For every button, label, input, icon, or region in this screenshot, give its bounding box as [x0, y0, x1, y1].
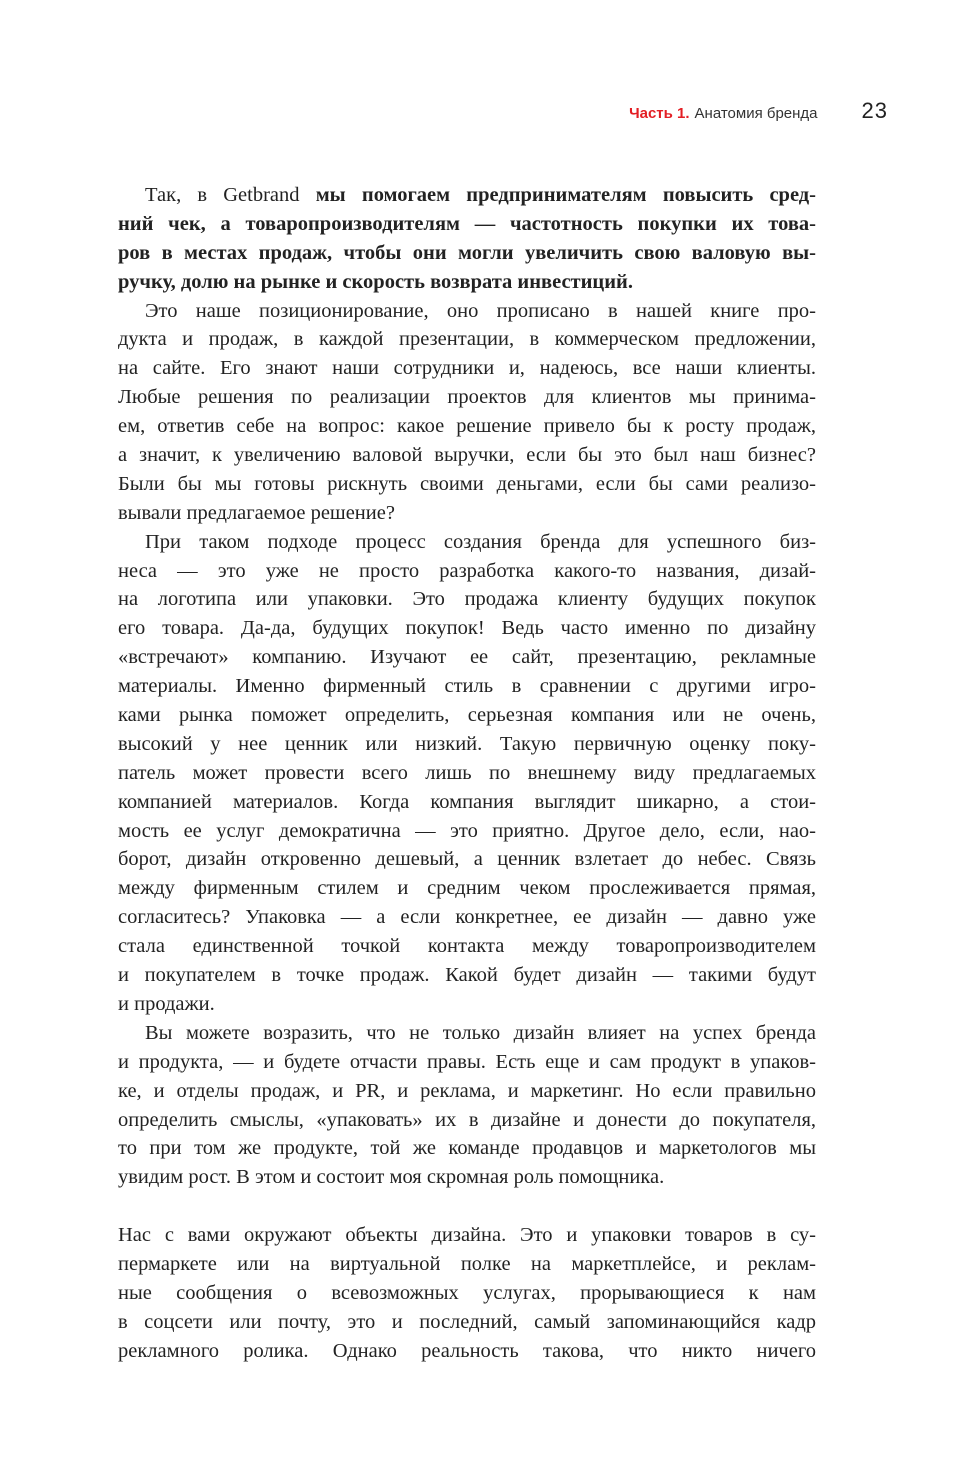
- body-text: [118, 181, 816, 1366]
- text-line: [118, 499, 816, 528]
- text-line: [118, 210, 816, 239]
- text-segment: увидим рост. В этом и состоит моя скромная роль помощника.: [118, 1166, 665, 1189]
- text-line: [118, 383, 816, 412]
- text-segment: ками рынка поможет определить, серьезная компания или не очень,: [118, 704, 816, 727]
- text-line: [118, 528, 816, 557]
- text-segment: ке, и отделы продаж, и PR, и реклама, и маркетинг. Но если правильно: [118, 1079, 816, 1102]
- text-line: [118, 1308, 816, 1337]
- text-line: [118, 1163, 816, 1192]
- text-segment: стала единственной точкой контакта между товаропроизводителем: [118, 935, 816, 958]
- text-line: [118, 1106, 816, 1135]
- text-segment: на логотипа или упаковки. Это продажа клиенту будущих покупок: [118, 588, 816, 611]
- text-segment: и продукта, — и будете отчасти правы. Есть еще и сам продукт в упаков-: [118, 1050, 816, 1073]
- text-line: [118, 1048, 816, 1077]
- text-line: [118, 614, 816, 643]
- text-segment: Вы можете возразить, что не только дизайн влияет на успех бренда: [145, 1021, 816, 1044]
- text-segment: его товара. Да-да, будущих покупок! Ведь часто именно по дизайну: [118, 617, 816, 640]
- text-segment: неса — это уже не просто разработка какого-то названия, дизай-: [118, 559, 816, 582]
- bold-text-segment: ручку, долю на рынке и скорость возврата инвестиций.: [118, 270, 633, 293]
- text-segment: мость ее услуг демократична — это приятно. Другое дело, если, нао-: [118, 819, 816, 842]
- text-segment: и покупателем в точке продаж. Какой будет дизайн — такими будут: [118, 964, 816, 987]
- text-segment: Это наше позиционирование, оно прописано в нашей книге про-: [145, 299, 816, 322]
- text-line: [118, 1221, 816, 1250]
- text-line: [118, 874, 816, 903]
- text-segment: материалы. Именно фирменный стиль в сравнении с другими игро-: [118, 675, 816, 698]
- text-line: [118, 1250, 816, 1279]
- text-line: [118, 354, 816, 383]
- text-segment: согласитесь? Упаковка — а если конкретнее, ее дизайн — давно уже: [118, 906, 816, 929]
- text-line: [118, 845, 816, 874]
- text-segment: «встречают» компанию. Изучают ее сайт, презентацию, рекламные: [118, 646, 816, 669]
- text-line: [118, 701, 816, 730]
- text-segment: в соцсети или почту, это и последний, самый запоминающийся кадр: [118, 1310, 816, 1333]
- text-line: [118, 672, 816, 701]
- text-line: [118, 412, 816, 441]
- part-title: Анатомия бренда: [694, 105, 818, 122]
- text-line: [118, 1134, 816, 1163]
- text-line: [118, 557, 816, 586]
- text-line: [118, 788, 816, 817]
- text-line: [118, 1077, 816, 1106]
- text-segment: то при том же продукте, той же команде продавцов и маркетологов мы: [118, 1137, 816, 1160]
- text-line: [118, 325, 816, 354]
- text-segment: на сайте. Его знают наши сотрудники и, надеюсь, все наши клиенты.: [118, 357, 816, 380]
- text-segment: Нас с вами окружают объекты дизайна. Это и упаковки товаров в су-: [118, 1224, 816, 1247]
- text-line: [118, 441, 816, 470]
- text-segment: высокий у нее ценник или низкий. Такую первичную оценку поку-: [118, 732, 816, 755]
- text-segment: компанией материалов. Когда компания выглядит шикарно, а стои-: [118, 790, 816, 813]
- text-segment: патель может провести всего лишь по внешнему виду предлагаемых: [118, 761, 816, 784]
- text-segment: между фирменным стилем и средним чеком прослеживается прямая,: [118, 877, 816, 900]
- text-line: [118, 759, 816, 788]
- text-segment: определить смыслы, «упаковать» их в дизайне и донести до покупателя,: [118, 1108, 816, 1131]
- text-segment: пермаркете или на виртуальной полке на маркетплейсе, и реклам-: [118, 1253, 816, 1276]
- text-segment: Так, в Getbrand: [145, 184, 316, 206]
- page-number: 23: [861, 98, 888, 123]
- text-line: [118, 817, 816, 846]
- text-segment: рекламного ролика. Однако реальность такова, что никто ничего: [118, 1339, 816, 1362]
- text-segment: дукта и продаж, в каждой презентации, в коммерческом предложении,: [118, 328, 816, 351]
- text-segment: вывали предлагаемое решение?: [118, 501, 395, 524]
- text-line: [118, 239, 816, 268]
- text-line: [118, 297, 816, 326]
- text-segment: ные сообщения о всевозможных услугах, прорывающиеся к нам: [118, 1281, 816, 1304]
- text-line: [118, 990, 816, 1019]
- text-line: [118, 643, 816, 672]
- text-line: [118, 585, 816, 614]
- text-segment: При таком подходе процесс создания бренда для успешного биз-: [145, 530, 816, 553]
- text-segment: а значит, к увеличению валовой выручки, если бы это был наш бизнес?: [118, 444, 816, 467]
- text-line: [118, 903, 816, 932]
- text-line: [118, 961, 816, 990]
- text-segment: Любые решения по реализации проектов для клиентов мы принима-: [118, 386, 816, 409]
- bold-text-segment: ний чек, а товаропроизводителям — частотность покупки их това-: [118, 212, 816, 235]
- text-line: [118, 470, 816, 499]
- running-header: [629, 98, 888, 124]
- bold-text-segment: ров в местах продаж, чтобы они могли увеличить свою валовую вы-: [118, 241, 816, 264]
- text-segment: ем, ответив себе на вопрос: какое решение привело бы к росту продаж,: [118, 415, 816, 438]
- text-line: [118, 730, 816, 759]
- text-line: [118, 268, 816, 297]
- text-line: [118, 1279, 816, 1308]
- part-label: Часть 1.: [629, 105, 690, 122]
- text-segment: борот, дизайн откровенно дешевый, а ценник взлетает до небес. Связь: [118, 848, 816, 871]
- text-line: [118, 1019, 816, 1048]
- text-line: [118, 1337, 816, 1366]
- text-segment: и продажи.: [118, 992, 215, 1015]
- bold-text-segment: мы помогаем предпринимателям повысить сред-: [315, 184, 816, 206]
- text-line: [118, 932, 816, 961]
- text-segment: Были бы мы готовы рискнуть своими деньгами, если бы сами реализо-: [118, 472, 816, 495]
- text-line: [118, 181, 816, 210]
